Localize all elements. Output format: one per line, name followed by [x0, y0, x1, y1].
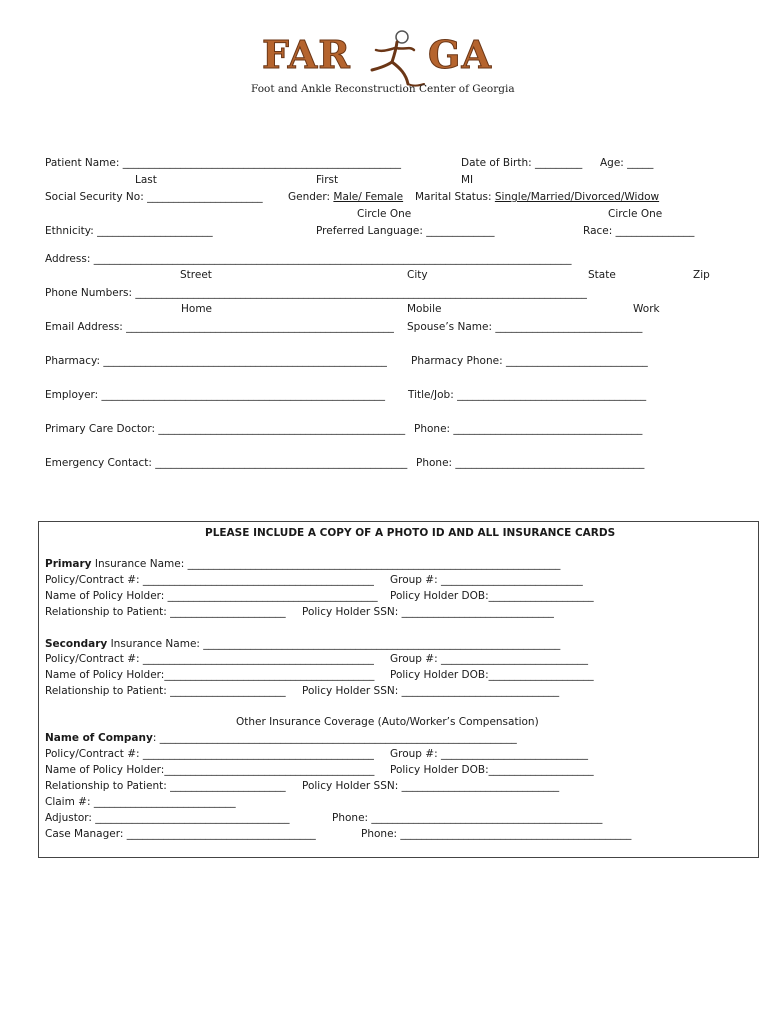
- sublabel-mi: MI: [461, 174, 474, 186]
- logo-text-right: GA: [428, 32, 492, 77]
- pharmacy-phone-field[interactable]: Pharmacy Phone: ___________________________: [411, 355, 648, 367]
- preferred-language-field[interactable]: Preferred Language: _____________: [316, 225, 495, 237]
- patient-name-field[interactable]: Patient Name: _____________________________________________________: [45, 157, 402, 169]
- emergency-phone-field[interactable]: Phone: ____________________________________: [416, 457, 645, 469]
- secondary-policy-field[interactable]: Policy/Contract #: ____________________________________________: [45, 653, 374, 665]
- company-name-field[interactable]: [45, 731, 517, 745]
- pharmacy-field[interactable]: Pharmacy: ______________________________________________________: [45, 355, 387, 367]
- primary-label: Primary: [45, 558, 92, 570]
- other-policy-field[interactable]: Policy/Contract #: ____________________________________________: [45, 748, 374, 760]
- sublabel-city: City: [407, 269, 428, 281]
- farcga-logo: [248, 28, 538, 100]
- secondary-insurance-name-field[interactable]: [45, 637, 560, 651]
- adjustor-phone-field[interactable]: Phone: ____________________________________________: [332, 812, 603, 824]
- primary-insurance-name-field[interactable]: [45, 557, 560, 571]
- sublabel-work: Work: [633, 303, 660, 315]
- insurance-heading: PLEASE INCLUDE A COPY OF A PHOTO ID AND ALL INSURANCE CARDS: [205, 527, 616, 539]
- gender-options[interactable]: Male/ Female: [333, 191, 404, 203]
- other-holder-ssn-field[interactable]: Policy Holder SSN: ______________________________: [302, 780, 560, 792]
- claim-number-field[interactable]: Claim #: ___________________________: [45, 796, 236, 808]
- secondary-group-field[interactable]: Group #: ____________________________: [390, 653, 588, 665]
- sublabel-last: Last: [135, 174, 157, 186]
- sublabel-state: State: [588, 269, 616, 281]
- other-holder-dob-field[interactable]: Policy Holder DOB:____________________: [390, 764, 594, 776]
- primary-care-doctor-field[interactable]: Primary Care Doctor: _______________________________________________: [45, 423, 406, 435]
- phone-numbers-field[interactable]: Phone Numbers: ______________________________________________________________________________________: [45, 287, 587, 299]
- secondary-holder-dob-field[interactable]: Policy Holder DOB:____________________: [390, 669, 594, 681]
- age-field[interactable]: Age: _____: [600, 157, 654, 169]
- sublabel-mobile: Mobile: [407, 303, 442, 315]
- dob-field[interactable]: Date of Birth: _________: [461, 157, 583, 169]
- secondary-relationship-field[interactable]: Relationship to Patient: ______________________: [45, 685, 286, 697]
- marital-status-field[interactable]: [415, 190, 659, 204]
- other-group-field[interactable]: Group #: ____________________________: [390, 748, 588, 760]
- secondary-holder-ssn-field[interactable]: Policy Holder SSN: ______________________________: [302, 685, 560, 697]
- adjustor-field[interactable]: Adjustor: _____________________________________: [45, 812, 290, 824]
- company-label: Name of Company: [45, 732, 153, 744]
- other-insurance-heading: Other Insurance Coverage (Auto/Worker’s Compensation): [236, 716, 539, 728]
- marital-options[interactable]: Single/Married/Divorced/Widow: [494, 191, 660, 203]
- other-policy-holder-field[interactable]: Name of Policy Holder:________________________________________: [45, 764, 375, 776]
- email-field[interactable]: Email Address: ___________________________________________________: [45, 321, 394, 333]
- case-manager-field[interactable]: Case Manager: ____________________________________: [45, 828, 316, 840]
- secondary-label: Secondary: [45, 638, 108, 650]
- emergency-contact-field[interactable]: Emergency Contact: ________________________________________________: [45, 457, 408, 469]
- logo-text-left: FAR: [262, 32, 351, 77]
- race-field[interactable]: Race: _______________: [583, 225, 695, 237]
- gender-circle-one: Circle One: [357, 208, 412, 220]
- primary-relationship-field[interactable]: Relationship to Patient: ______________________: [45, 606, 286, 618]
- sublabel-first: First: [316, 174, 339, 186]
- employer-field[interactable]: Employer: ______________________________________________________: [45, 389, 386, 401]
- sublabel-home: Home: [181, 303, 213, 315]
- primary-group-field[interactable]: Group #: ___________________________: [390, 574, 583, 586]
- primary-holder-ssn-field[interactable]: Policy Holder SSN: _____________________________: [302, 606, 554, 618]
- primary-policy-field[interactable]: Policy/Contract #: ____________________________________________: [45, 574, 374, 586]
- spouse-name-field[interactable]: Spouse’s Name: ____________________________: [407, 321, 643, 333]
- primary-insurance-name-line[interactable]: Insurance Name: _______________________________________________________________________: [91, 558, 561, 570]
- gender-label: Gender:: [288, 191, 334, 203]
- ethnicity-field[interactable]: Ethnicity: ______________________: [45, 225, 213, 237]
- pcp-phone-field[interactable]: Phone: ____________________________________: [414, 423, 643, 435]
- company-name-line[interactable]: : ____________________________________________________________________: [152, 732, 517, 744]
- sublabel-street: Street: [180, 269, 212, 281]
- address-field[interactable]: Address: ___________________________________________________________________________________________: [45, 253, 572, 265]
- marital-label: Marital Status:: [415, 191, 495, 203]
- logo-tagline: Foot and Ankle Reconstruction Center of Georgia: [251, 83, 515, 95]
- title-job-field[interactable]: Title/Job: ____________________________________: [408, 389, 647, 401]
- secondary-insurance-name-line[interactable]: Insurance Name: ____________________________________________________________________: [107, 638, 561, 650]
- primary-holder-dob-field[interactable]: Policy Holder DOB:____________________: [390, 590, 594, 602]
- ssn-field[interactable]: Social Security No: ______________________: [45, 191, 263, 203]
- marital-circle-one: Circle One: [608, 208, 663, 220]
- primary-policy-holder-field[interactable]: Name of Policy Holder: ________________________________________: [45, 590, 378, 602]
- case-manager-phone-field[interactable]: Phone: ____________________________________________: [361, 828, 632, 840]
- gender-field[interactable]: [288, 190, 403, 204]
- sublabel-zip: Zip: [693, 269, 710, 281]
- secondary-policy-holder-field[interactable]: Name of Policy Holder:________________________________________: [45, 669, 375, 681]
- other-relationship-field[interactable]: Relationship to Patient: ______________________: [45, 780, 286, 792]
